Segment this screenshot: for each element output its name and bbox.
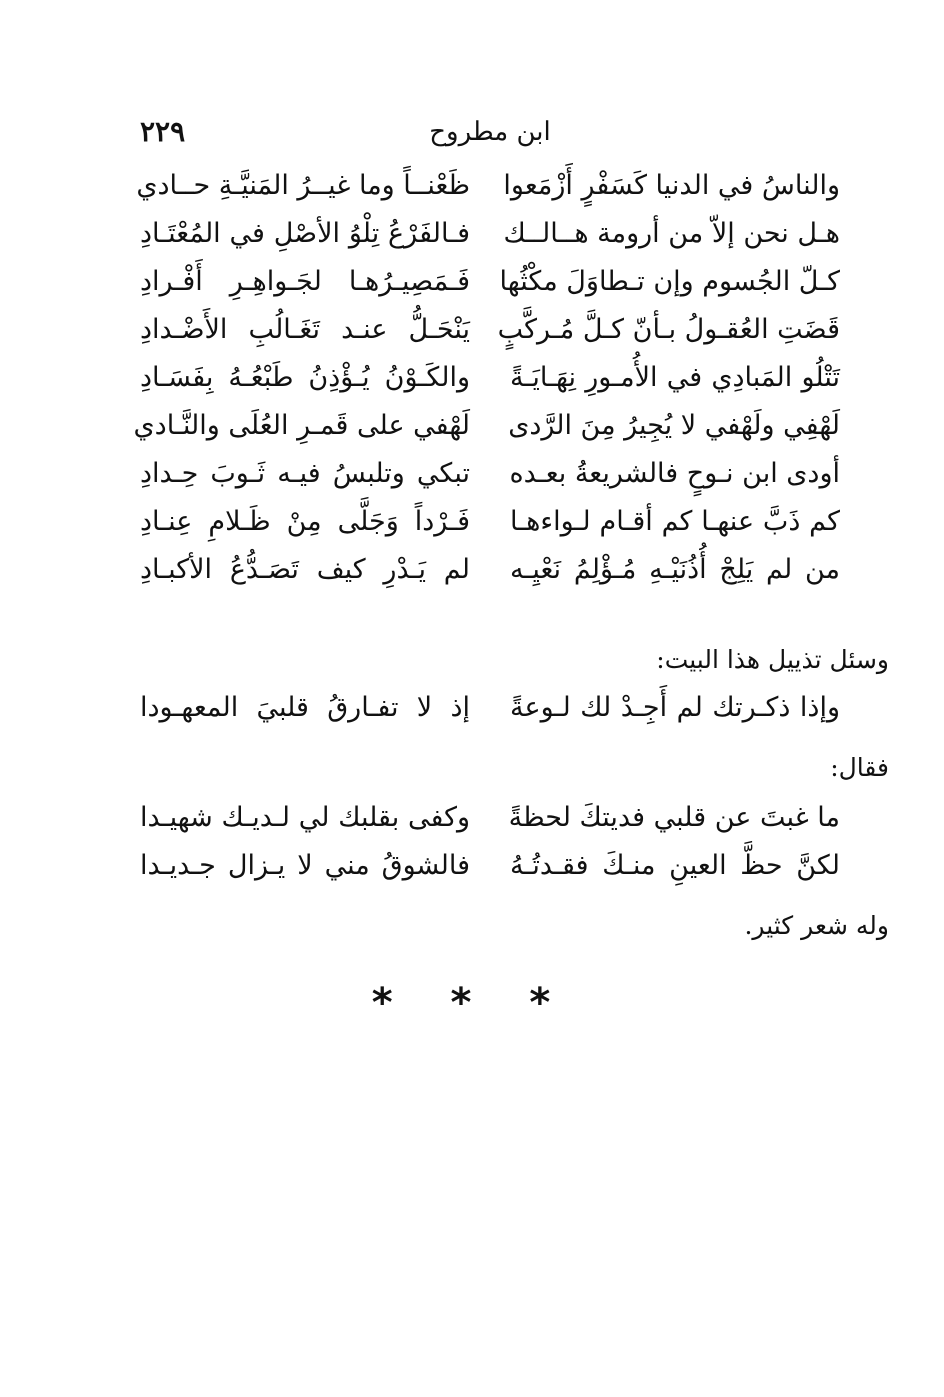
verse-second-half: يَنْحَـلُّ عنـد تَغَـالُبِ الأَضْـدادِ: [140, 314, 470, 345]
verse-first-half: كم ذَبَّ عنهـا كم أقـام لـواءهـا: [510, 506, 840, 537]
verse-second-half: لم يَـدْرِ كيف تَصَـدُّعُ الأكبـادِ: [140, 554, 470, 585]
verse-second-half: فَـمَصِيـرُهـا لجَـواهِـرِ أَفْـرادِ: [140, 266, 470, 297]
verse: [140, 684, 840, 732]
verse-first-half: وإذا ذكـرتك لم أَجِـدْ لك لـوعةً: [510, 692, 840, 723]
verse-first-half: هـل نحن إلاّ من أرومة هــالــك: [503, 218, 840, 249]
verse-first-half: كـلّ الجُسوم وإن تـطاوَلَ مكْثُها: [499, 266, 840, 297]
verse: [133, 402, 840, 450]
poem-elegy: [133, 162, 840, 594]
verse-first-half: أودى ابن نـوحٍ فالشريعةُ بعـده: [509, 458, 840, 489]
verse: [140, 546, 840, 594]
intro-line: وسئل تذييل هذا البيت:: [656, 645, 889, 674]
verse-first-half: لَهْفِي ولَهْفي لا يُجِيرُ مِنَ الرَّدى: [508, 410, 840, 441]
verse-second-half: تبكي وتلبسُ فيـه ثَـوبَ حِـدادِ: [140, 458, 470, 489]
verse-first-half: قَضَتِ العُقـولُ بـأنّ كـلَّ مُـركَّبٍ: [497, 314, 840, 345]
verse-second-half: فالشوقُ مني لا يـزال جـديـدا: [140, 850, 470, 881]
verse-first-half: لكنَّ حظَّ العينِ منـكَ فقـدتُـهُ: [510, 850, 840, 881]
said-line: فقال:: [830, 753, 889, 782]
verse-first-half: من لم يَلِجْ أُذُنَيْـهِ مُـؤْلِمُ نَعْيِـه: [510, 554, 840, 585]
verse: [136, 162, 840, 210]
verse-first-half: والناسُ في الدنيا كَسَفْرٍ أَزْمَعوا: [503, 170, 840, 201]
verse-second-half: ظَعْنــاً وما غيــرُ المَنيَّـةِ حــادي: [136, 170, 470, 201]
verse-second-half: إذ لا تفـارقُ قلبيَ المعهـودا: [140, 692, 470, 723]
verse: [140, 794, 840, 842]
verse: [140, 258, 840, 306]
verse-second-half: والكَـوْنُ يُـؤْذِنُ طَبْعُـهُ بِفَسَـادِ: [140, 362, 470, 393]
verse: [140, 842, 840, 890]
verse: [140, 498, 840, 546]
verse: [140, 450, 840, 498]
poem-verse-to-complete: [140, 684, 840, 732]
verse-second-half: لَهْفي على قَمـرِ العُلَى والنَّـادي: [133, 410, 470, 441]
running-header: [140, 112, 840, 152]
verse-second-half: فَـرْداً وَجَلَّى مِنْ ظَـلامِ عِنـادِ: [140, 506, 470, 537]
verse: [140, 354, 840, 402]
section-separator: * * *: [371, 980, 573, 1026]
verse: [140, 210, 840, 258]
verse-first-half: تَتْلُو المَبادِي في الأُمـورِ نِهَـايَـةً: [510, 362, 840, 393]
poem-completion: [140, 794, 840, 890]
verse-second-half: وكفى بقلبك لي لـديـك شهيـدا: [140, 802, 470, 833]
verse-second-half: فـالفَرْعُ تِلْوُ الأصْلِ في المُعْتَـادِ: [140, 218, 470, 249]
page-number: ٢٢٩: [140, 115, 186, 148]
verse-first-half: ما غبتَ عن قلبي فديتكَ لحظةً: [508, 802, 840, 833]
closing-line: وله شعر كثير.: [744, 911, 889, 940]
running-title: ابن مطروح: [429, 117, 551, 147]
verse: [140, 306, 840, 354]
